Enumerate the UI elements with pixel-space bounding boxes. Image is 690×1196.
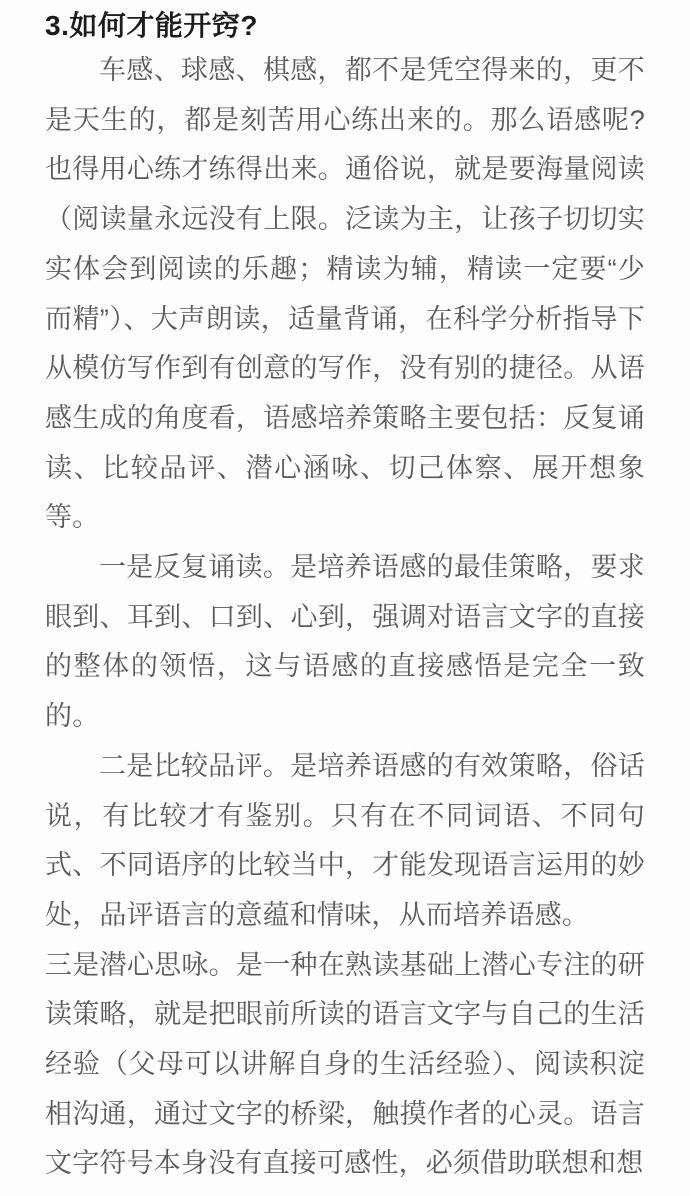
paragraph: 一是反复诵读。是培养语感的最佳策略，要求眼到、耳到、口到、心到，强调对语言文字的直接的整体的领悟，这与语感的直接感悟是完全一致的。 xyxy=(45,552,645,732)
paragraph: 车感、球感、棋感，都不是凭空得来的，更不是天生的，都是刻苦用心练出来的。那么语感呢?也得用心练才练得出来。通俗说，就是要海量阅读（阅读量永远没有上限。泛读为主，让孩子切切实实体会到阅读的乐趣；精读为辅，精读一定要“少而精”）、大声朗读，适量背诵，在科学分析指导下从模仿写作到有创意的写作，没有别的捷径。从语感生成的角度看，语感培养策略主要包括：反复诵读、比较品评、潜心涵咏、切己体察、展开想象等。 xyxy=(45,55,645,533)
article-body xyxy=(45,46,645,1189)
paragraph: 三是潜心思咏。是一种在熟读基础上潜心专注的研读策略，就是把眼前所读的语言文字与自己的生活经验（父母可以讲解自身的生活经验）、阅读积淀相沟通，通过文字的桥梁，触摸作者的心灵。语言文字符号本身没有直接可感性，必须借助联想和想 xyxy=(45,949,645,1179)
section-heading: 3.如何才能开窍? xyxy=(45,10,258,41)
paragraph: 二是比较品评。是培养语感的有效策略，俗话说，有比较才有鉴别。只有在不同词语、不同句式、不同语序的比较当中，才能发现语言运用的妙处，品评语言的意蕴和情味，从而培养语感。 xyxy=(45,750,645,930)
